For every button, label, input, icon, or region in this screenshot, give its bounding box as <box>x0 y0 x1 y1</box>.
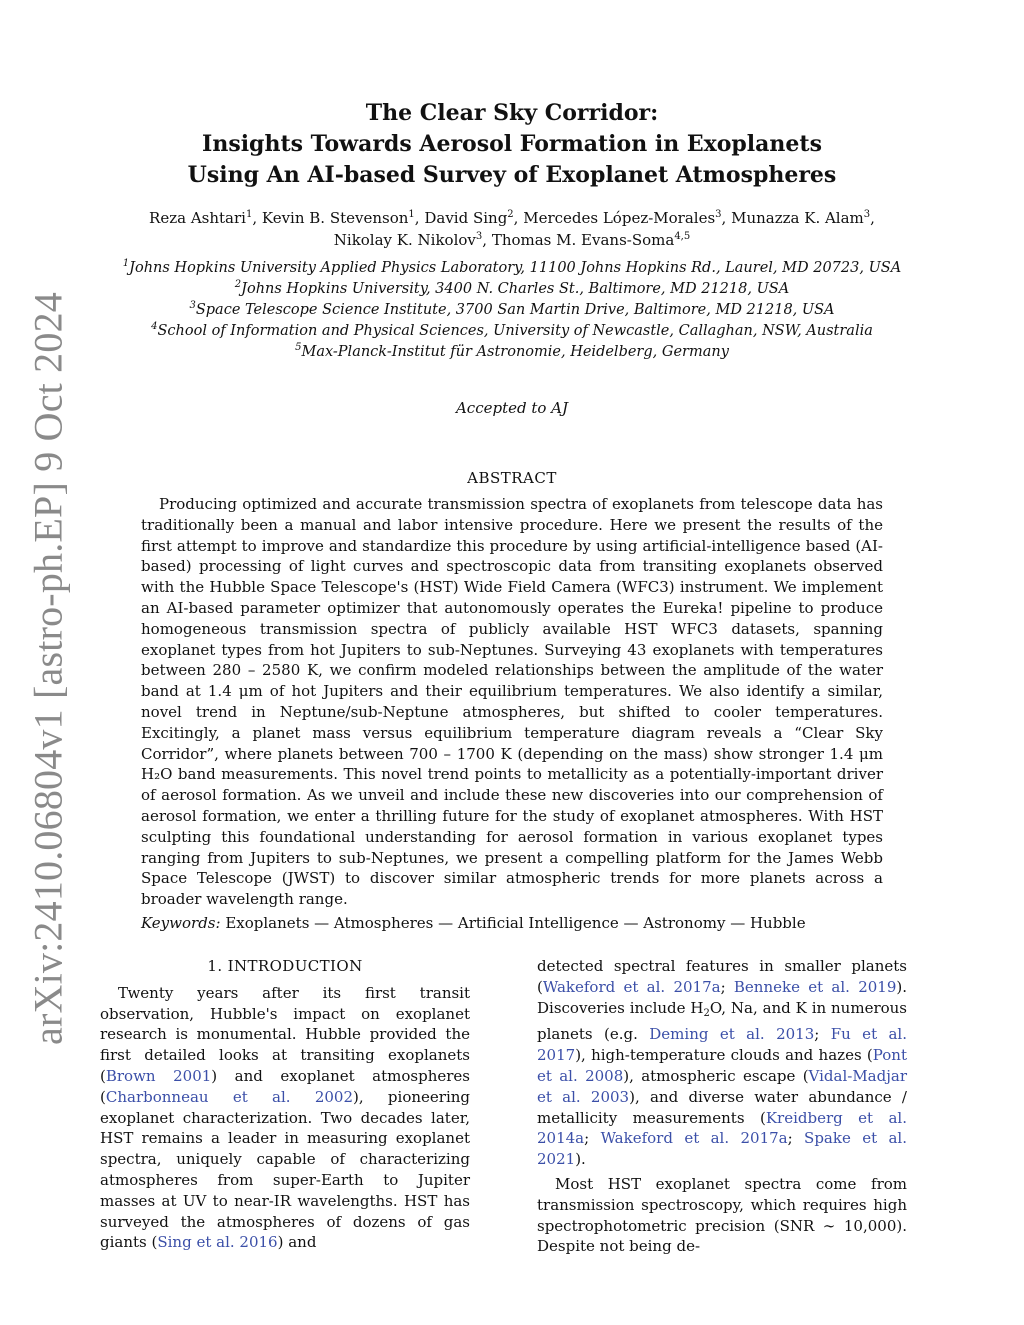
citation-link[interactable]: Vidal-Madjar et al. 2003 <box>537 1066 907 1106</box>
affiliation-text: School of Information and Physical Sciences, University of Newcastle, Callaghan, NSW, Australia <box>157 323 873 339</box>
keywords <box>141 914 806 932</box>
affiliation-number: 2 <box>234 279 242 291</box>
keywords-label: Keywords: <box>141 914 221 932</box>
citation-link[interactable]: Wakeford et al. 2017a <box>600 1129 788 1148</box>
author-name: Thomas M. Evans-Soma <box>491 231 675 249</box>
affiliation-number: 1 <box>122 258 130 270</box>
paper-title <box>100 98 924 191</box>
abstract-paragraph: Producing optimized and accurate transmission spectra of exoplanets from telescope data has traditionally been a manual and labor intensive procedure. Here we present the results of the first attempt to improve and standardize this procedure by using artificial-intelligence based (AI-based) processing of light curves and spectroscopic data from transiting exoplanets observed with the Hubble Space Telescope's (HST) Wide Field Camera (WFC3) instrument. We implement an AI-based parameter optimizer that autonomously operates the Eureka! pipeline to produce homogeneous transmission spectra of publicly available HST WFC3 datasets, spanning exoplanet types from hot Jupiters to sub-Neptunes. Surveying 43 exoplanets with temperatures between 280 – 2580 K, we confirm modeled relationships between the amplitude of the water band at 1.4 μm of hot Jupiters and their equilibrium temperatures. We also identify a similar, novel trend in Neptune/sub-Neptune atmospheres, but shifted to cooler temperatures. Excitingly, a planet mass versus equilibrium temperature diagram reveals a “Clear Sky Corridor”, where planets between 700 – 1700 K (depending on the mass) show stronger 1.4 μm H₂O band measurements. This novel trend points to metallicity as a potentially-important driver of aerosol formation. As we unveil and include these new discoveries into our comprehension of aerosol formation, we enter a thrilling future for the study of exoplanet atmospheres. With HST sculpting this foundational understanding for aerosol formation in various exoplanet types ranging from Jupiters to sub-Neptunes, we present a compelling platform for the James Webb Space Telescope (JWST) to discover similar atmospheric trends for more planets across a broader wavelength range. <box>141 495 883 909</box>
author-affil-mark: 1 <box>245 209 253 220</box>
citation-link[interactable]: Spake et al. 2021 <box>537 1129 907 1169</box>
body-text: ). <box>575 1150 586 1169</box>
title-line-2: Insights Towards Aerosol Formation in Exoplanets <box>202 131 822 157</box>
citation-link[interactable]: Deming et al. 2013 <box>649 1025 815 1044</box>
author-name: Reza Ashtari <box>149 209 246 227</box>
title-line-1: The Clear Sky Corridor: <box>365 100 659 126</box>
citation-link[interactable]: Benneke et al. 2019 <box>733 977 897 996</box>
abstract-heading: ABSTRACT <box>467 469 557 487</box>
author-line-2: Nikolay K. Nikolov$^3$, Thomas M. Evans-Soma$^{4,5}$ <box>333 231 691 249</box>
keywords-list: Exoplanets — Atmospheres — Artificial Intelligence — Astronomy — Hubble <box>225 914 806 932</box>
affiliation <box>100 279 924 300</box>
body-text: O, Na, and K in numerous planets (e.g. <box>537 998 907 1044</box>
citation-link[interactable]: Brown 2001 <box>105 1066 212 1085</box>
body-text: ), high-temperature clouds and hazes ( <box>575 1046 873 1065</box>
section-heading-introduction: 1. INTRODUCTION <box>207 957 363 975</box>
column-left <box>100 956 470 1253</box>
intro-paragraph-1-continued <box>537 956 907 1170</box>
title-line-3: Using An AI-based Survey of Exoplanet Atmospheres <box>187 162 837 188</box>
acceptance-note: Accepted to AJ <box>455 399 569 417</box>
intro-paragraph-2: Most HST exoplanet spectra come from transmission spectroscopy, which requires high spectrophotometric precision (SNR ∼ 10,000). Despite not being de- <box>537 1174 907 1256</box>
body-text: ) and <box>277 1233 317 1252</box>
citation-link[interactable]: Fu et al. 2017 <box>537 1025 907 1065</box>
affiliation-text: Johns Hopkins University Applied Physics Laboratory, 11100 Johns Hopkins Rd., Laurel, MD 20723, USA <box>129 260 902 276</box>
body-text: ; <box>787 1129 805 1148</box>
author-line-1: Reza Ashtari$^1$, Kevin B. Stevenson$^1$, David Sing$^2$, Mercedes López-Morales$^3$, Munazza K. Alam$^3$, <box>149 209 875 227</box>
body-text: ; <box>584 1129 601 1148</box>
author-name: David Sing <box>424 209 508 227</box>
affiliation-list <box>100 258 924 363</box>
author-affil-mark: 3 <box>475 231 483 242</box>
affiliation <box>100 342 924 363</box>
author-affil-mark: 1 <box>408 209 415 220</box>
body-text: ). Discoveries include H <box>537 977 907 1017</box>
citation-link[interactable]: Pont et al. 2008 <box>537 1046 907 1085</box>
author-list <box>110 207 914 251</box>
body-text: ; <box>814 1025 831 1044</box>
author-affil-mark: 2 <box>507 209 514 220</box>
subscript: 2 <box>703 1007 710 1019</box>
intro-paragraph-1 <box>100 983 470 1253</box>
citation-link[interactable]: Wakeford et al. 2017a <box>542 977 721 996</box>
affiliation-text: Max-Planck-Institut für Astronomie, Heidelberg, Germany <box>301 344 729 360</box>
author-name: Munazza K. Alam <box>731 209 864 227</box>
body-text: detected spectral features in smaller planets ( <box>537 957 907 996</box>
author-name: Kevin B. Stevenson <box>261 209 409 227</box>
citation-link[interactable]: Kreidberg et al. 2014a <box>537 1108 907 1148</box>
body-text: ), atmospheric escape ( <box>623 1066 809 1085</box>
affiliation-number: 5 <box>295 342 302 354</box>
arxiv-identifier[interactable]: arXiv:2410.06804v1 [astro-ph.EP] 9 Oct 2024 <box>25 292 71 1045</box>
affiliation-number: 4 <box>151 321 158 333</box>
column-right <box>537 956 907 1257</box>
affiliation <box>100 300 924 321</box>
body-text: ), and diverse water abundance / metallicity measurements ( <box>537 1087 907 1127</box>
body-text: Twenty years after its first transit observation, Hubble's impact on exoplanet research is monumental. Hubble provided the first detailed looks at transiting exoplanets ( <box>100 983 470 1085</box>
affiliation <box>100 258 924 279</box>
author-name: Mercedes López-Morales <box>523 209 716 227</box>
citation-link[interactable]: Charbonneau et al. 2002 <box>105 1087 354 1106</box>
author-name: Nikolay K. Nikolov <box>333 231 476 249</box>
author-affil-mark: 3 <box>715 209 722 220</box>
citation-link[interactable]: Sing et al. 2016 <box>157 1233 278 1252</box>
affiliation-text: Johns Hopkins University, 3400 N. Charles St., Baltimore, MD 21218, USA <box>241 281 790 297</box>
author-affil-mark: 3 <box>863 209 871 220</box>
body-text: ), pioneering exoplanet characterization. Two decades later, HST remains a leader in measuring exoplanet spectra, uniquely capable of characterizing atmospheres from super-Earth to Jupiter masses at UV to near-IR wavelengths. HST has surveyed the atmospheres of dozens of gas giants ( <box>100 1087 471 1252</box>
affiliation-number: 3 <box>189 300 196 312</box>
body-text: ; <box>720 977 734 996</box>
affiliation-text: Space Telescope Science Institute, 3700 San Martin Drive, Baltimore, MD 21218, USA <box>195 302 835 318</box>
author-affil-mark: 4,5 <box>674 231 691 242</box>
affiliation <box>100 321 924 342</box>
body-text: ) and exoplanet atmospheres ( <box>100 1066 470 1106</box>
abstract-body <box>141 494 883 910</box>
